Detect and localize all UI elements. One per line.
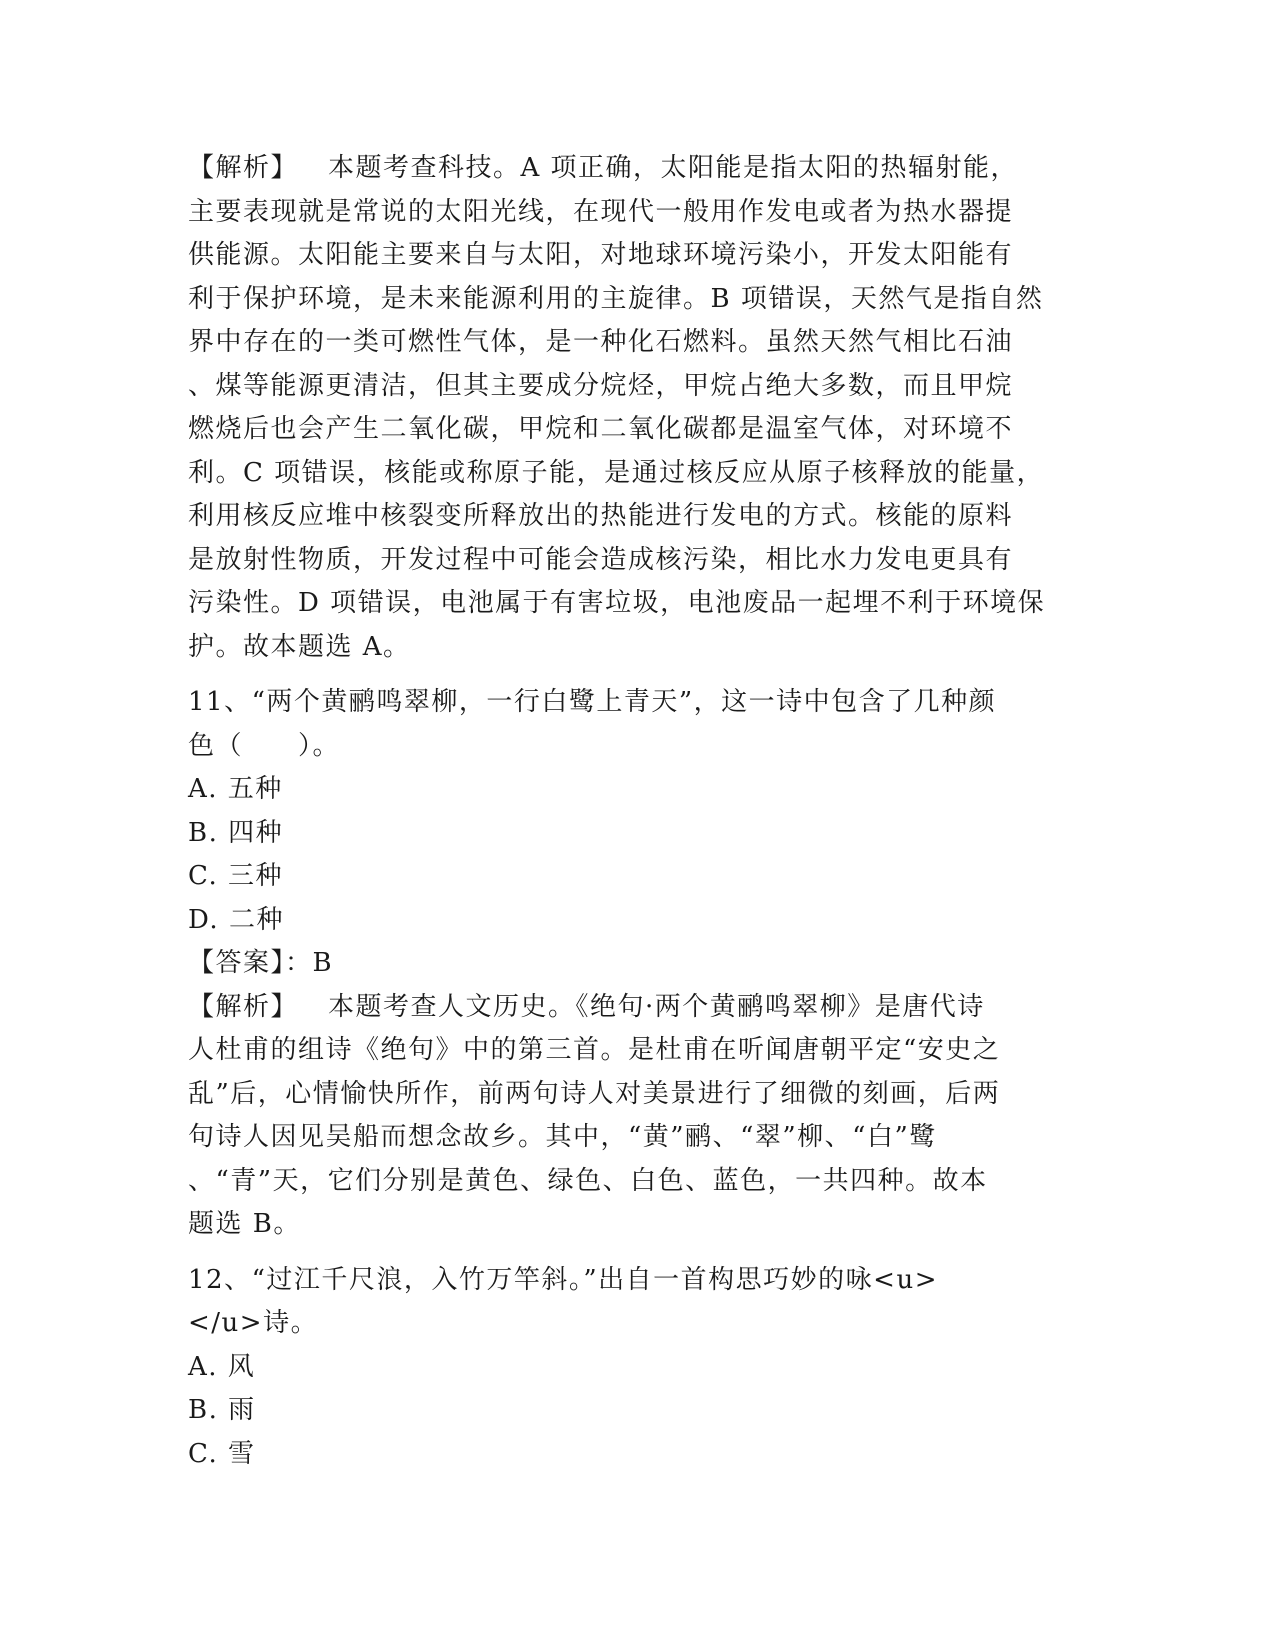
analysis-line: 供能源。太阳能主要来自与太阳，对地球环境污染小，开发太阳能有 <box>188 240 1014 270</box>
analysis-line: 句诗人因见吴船而想念故乡。其中，“黄”鹂、“翠”柳、“白”鹭 <box>188 1122 937 1152</box>
analysis-line: 利。C 项错误，核能或称原子能，是通过核反应从原子核释放的能量， <box>188 457 1045 488</box>
analysis-line: 【解析】 本题考查科技。A 项正确，太阳能是指太阳的热辐射能， <box>188 153 1019 183</box>
analysis-line: 燃烧后也会产生二氧化碳，甲烷和二氧化碳都是温室气体，对环境不 <box>188 414 1014 444</box>
option-a: A. 五种 <box>188 774 283 804</box>
analysis-line: 【解析】 本题考查人文历史。《绝句·两个黄鹂鸣翠柳》是唐代诗 <box>188 991 985 1022</box>
analysis-line: 护。故本题选 A。 <box>188 631 411 662</box>
analysis-line: 主要表现就是常说的太阳光线，在现代一般用作发电或者为热水器提 <box>188 196 1014 227</box>
option-c: C. 雪 <box>188 1438 256 1469</box>
question-stem: 11、“两个黄鹂鸣翠柳，一行白鹭上青天”，这一诗中包含了几种颜 <box>188 687 997 717</box>
analysis-line: 污染性。D 项错误，电池属于有害垃圾，电池废品一起埋不利于环境保 <box>188 588 1046 618</box>
option-b: B. 四种 <box>188 817 284 848</box>
option-a: A. 风 <box>188 1351 256 1382</box>
analysis-label: 【解析】 <box>188 153 299 183</box>
question-11 <box>188 681 1088 1247</box>
option-d: D. 二种 <box>188 904 284 935</box>
question-stem: 色（ ）。 <box>188 730 341 761</box>
answer-line: 【答案】：B <box>188 948 334 978</box>
option-b: B. 雨 <box>188 1395 256 1425</box>
analysis-line: 是放射性物质，开发过程中可能会造成核污染，相比水力发电更具有 <box>188 544 1014 575</box>
document-page <box>188 147 1088 1476</box>
analysis-line: 利用核反应堆中核裂变所释放出的热能进行发电的方式。核能的原料 <box>188 501 1014 531</box>
analysis-line: 、煤等能源更清洁，但其主要成分烷烃，甲烷占绝大多数，而且甲烷 <box>188 370 1014 401</box>
analysis-line: 题选 B。 <box>188 1209 301 1239</box>
question-stem: 12、“过江千尺浪，入竹万竿斜。”出自一首构思巧妙的咏<u> <box>188 1264 938 1295</box>
analysis-line: 乱”后，心情愉快所作，前两句诗人对美景进行了细微的刻画，后两 <box>188 1078 1001 1109</box>
option-c: C. 三种 <box>188 861 283 891</box>
question-12 <box>188 1259 1088 1477</box>
question-stem: </u>诗。 <box>188 1308 319 1338</box>
analysis-label: 【解析】 <box>188 991 299 1022</box>
analysis-block-q10 <box>188 147 1088 669</box>
analysis-line: 人杜甫的组诗《绝句》中的第三首。是杜甫在听闻唐朝平定“安史之 <box>188 1035 1001 1065</box>
analysis-line: 界中存在的一类可燃性气体，是一种化石燃料。虽然天然气相比石油 <box>188 327 1014 357</box>
analysis-line: 利于保护环境，是未来能源利用的主旋律。B 项错误，天然气是指自然 <box>188 283 1044 314</box>
analysis-line: 、“青”天，它们分别是黄色、绿色、白色、蓝色，一共四种。故本 <box>188 1165 988 1196</box>
